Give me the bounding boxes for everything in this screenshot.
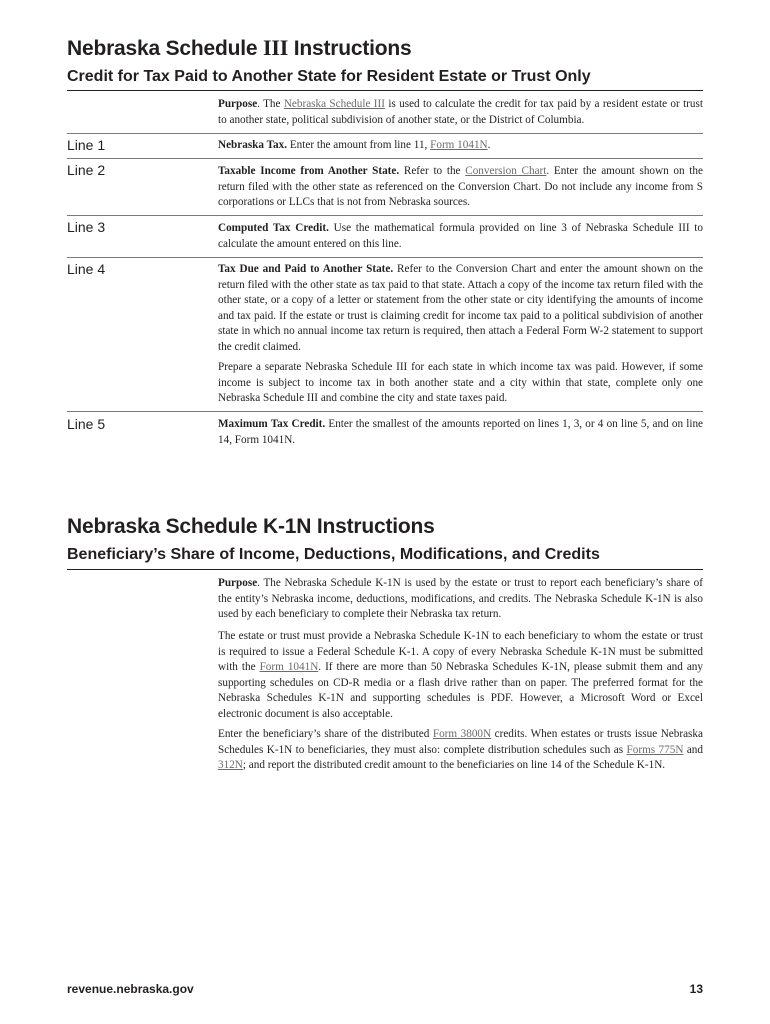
text: Refer to the bbox=[399, 165, 466, 177]
text: Enter the amount from line 11, bbox=[287, 139, 431, 151]
purpose-paragraph bbox=[218, 97, 703, 128]
title-roman-numeral: III bbox=[263, 35, 289, 60]
line1-heading: Nebraska Tax. bbox=[218, 139, 288, 151]
line2-heading: Taxable Income from Another State. bbox=[218, 165, 400, 177]
form-1041n-link[interactable]: Form 1041N bbox=[430, 139, 488, 151]
form-1041n-link[interactable]: Form 1041N bbox=[259, 661, 319, 674]
text: . The Nebraska Schedule K-1N is used by the estate or trust to report each beneficiary’s share of the entity’s Nebraska income, deductions, modifications, and credits. The Nebraska Schedule K-1N is also used by each beneficiary to complete their Nebraska tax return. bbox=[218, 577, 703, 621]
line1-text bbox=[218, 138, 703, 154]
line2-rule bbox=[67, 158, 703, 159]
schedule-iii-subtitle: Credit for Tax Paid to Another State for Resident Estate or Trust Only bbox=[67, 68, 591, 85]
conversion-chart-link[interactable]: Conversion Chart bbox=[465, 165, 547, 177]
page-number: 13 bbox=[689, 982, 703, 996]
text: Enter the beneficiary’s share of the distributed bbox=[218, 728, 433, 740]
page bbox=[67, 0, 703, 1024]
line2-label: Line 2 bbox=[67, 162, 106, 178]
line3-label: Line 3 bbox=[67, 219, 106, 235]
line5-heading: Maximum Tax Credit. bbox=[218, 418, 326, 430]
text: is used to calculate the credit for tax paid by a resident estate or trust to another state, political subdivision of another state, or the District of Columbia. bbox=[218, 98, 703, 126]
text: Use the mathematical formula provided on line 3 of Nebraska Schedule III to calculate the amount entered on this line. bbox=[218, 222, 703, 250]
line4-label: Line 4 bbox=[67, 261, 106, 277]
text: The estate or trust must provide a Nebraska Schedule K-1N to each beneficiary to whom the estate or trust is required to issue a Federal Schedule K-1. A copy of every Nebraska Schedule K-1N must be submitted with the bbox=[218, 630, 703, 674]
text: . If there are more than 50 Nebraska Schedules K-1N, please submit them and any supporting schedules on CD-R media or a flash drive rather than on paper. The preferred format for the Nebraska Schedules K-1N and supporting schedules is PDF. However, a Microsoft Word or Excel electronic document is also acceptable. bbox=[218, 661, 703, 720]
line4-text bbox=[218, 262, 703, 356]
k1n-section-rule bbox=[67, 569, 703, 570]
line3-rule bbox=[67, 215, 703, 216]
k1n-paragraph-3 bbox=[218, 727, 703, 774]
line1-label: Line 1 bbox=[67, 137, 106, 153]
line4-text-2: Prepare a separate Nebraska Schedule III for each state in which income tax was paid. However, if some income is subject to income tax in both another state and a city within that state, complete only one Nebraska Schedule III and combine the city and state taxes paid. bbox=[218, 361, 703, 405]
line5-text bbox=[218, 417, 703, 448]
text: Enter the smallest of the amounts reported on lines 1, 3, or 4 on line 5, and on line 14, Form 1041N. bbox=[218, 418, 704, 446]
line5-rule bbox=[67, 411, 703, 412]
text: . bbox=[487, 139, 491, 151]
text: and bbox=[683, 743, 703, 756]
nebraska-schedule-iii-link[interactable]: Nebraska Schedule III bbox=[283, 98, 385, 110]
line3-text bbox=[218, 221, 703, 252]
text: . The bbox=[257, 98, 284, 110]
k1n-purpose-paragraph bbox=[218, 576, 703, 623]
footer-website[interactable]: revenue.nebraska.gov bbox=[67, 982, 194, 996]
form-3800n-link[interactable]: Form 3800N bbox=[432, 728, 492, 740]
text: ; and report the distributed credit amount to the beneficiaries on line 14 of the Schedule K-1N. bbox=[242, 759, 666, 772]
k1n-purpose-label: Purpose bbox=[218, 577, 258, 589]
purpose-label: Purpose bbox=[218, 98, 258, 110]
text: Refer to the Conversion Chart and enter the amount shown on the return filed with the other state as tax paid to that state. Attach a copy of the income tax return filed with the other state, or a copy of a letter or statement from the other state or city identifying the amounts of income and tax paid. If the estate or trust is claiming credit for income tax paid to a political subdivision of another state in which no annual income tax return is required, then attach a Federal Form W-2 statement to support the credit claimed. bbox=[218, 263, 703, 353]
section-rule bbox=[67, 90, 703, 91]
line2-text bbox=[218, 164, 703, 211]
line5-label: Line 5 bbox=[67, 416, 106, 432]
line4-rule bbox=[67, 257, 703, 258]
line1-rule bbox=[67, 133, 703, 134]
schedule-iii-title bbox=[67, 37, 412, 59]
schedule-k1n-subtitle: Beneficiary’s Share of Income, Deductions, Modifications, and Credits bbox=[67, 546, 600, 563]
line4-heading: Tax Due and Paid to Another State. bbox=[218, 263, 394, 275]
title-suffix: Instructions bbox=[288, 37, 412, 60]
schedule-k1n-title: Nebraska Schedule K-1N Instructions bbox=[67, 515, 435, 538]
title-prefix: Nebraska Schedule bbox=[67, 37, 263, 60]
text: . Enter the amount shown on the return filed with the other state as referenced on the Conversion Chart. Do not include any income from S corporations or LLCs that is not from Nebraska sources. bbox=[218, 165, 703, 209]
text: credits. When estates or trusts issue Nebraska Schedules K-1N to beneficiaries, they must also: complete distribution schedules such as bbox=[218, 728, 703, 756]
k1n-paragraph-2 bbox=[218, 629, 703, 723]
form-312n-link[interactable]: 312N bbox=[218, 759, 243, 772]
line3-heading: Computed Tax Credit. bbox=[218, 222, 329, 234]
forms-775n-link[interactable]: Forms 775N bbox=[626, 743, 684, 756]
